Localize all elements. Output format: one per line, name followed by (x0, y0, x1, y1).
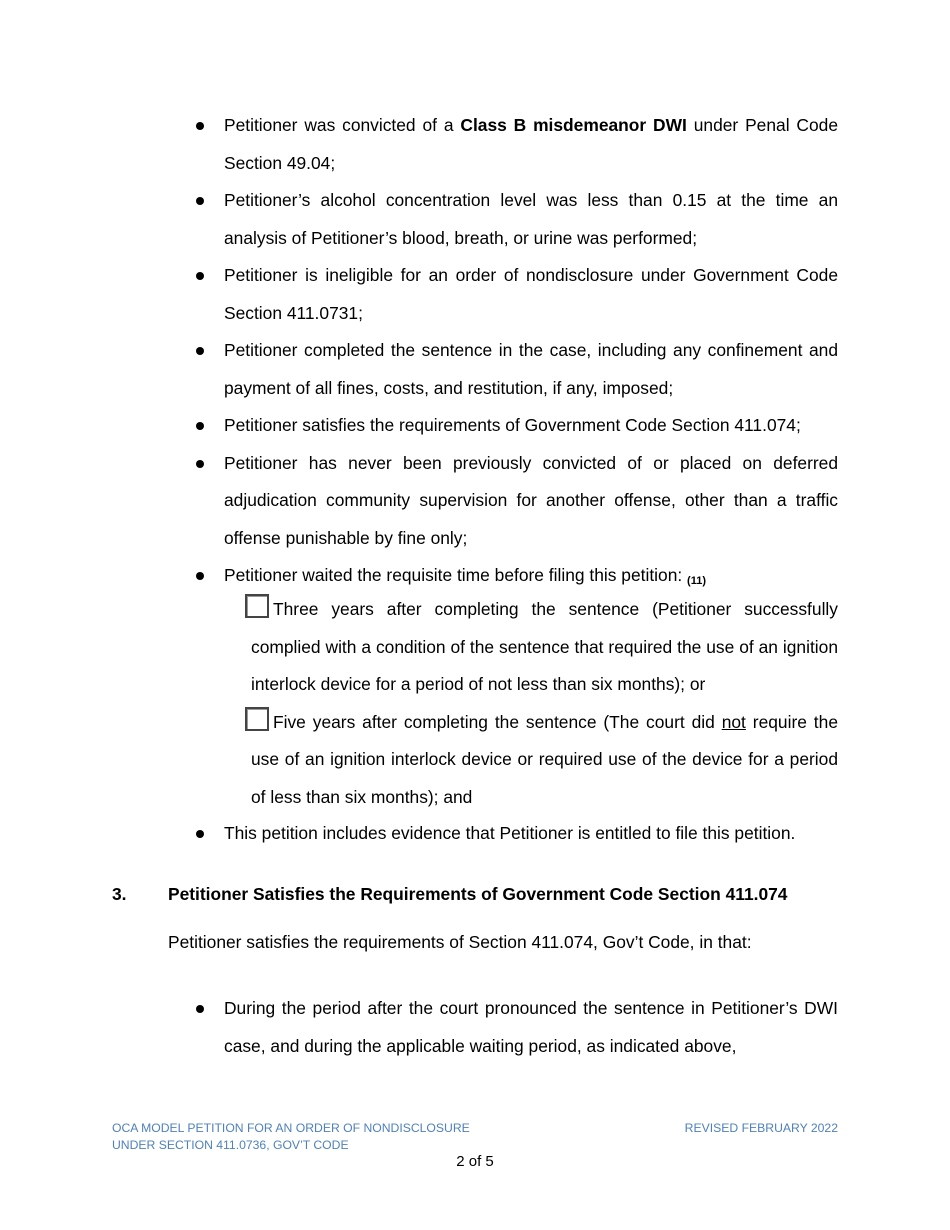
bullet-text: Petitioner was convicted of a (224, 115, 461, 135)
bullet-text: Petitioner’s alcohol concentration level was less than 0.15 at the time an analysis of Petitioner’s blood, breath, or urine was performed; (224, 190, 838, 248)
list-item (195, 107, 838, 182)
section-title: Petitioner Satisfies the Requirements of Government Code Section 411.074 (168, 884, 788, 904)
bullet-icon (196, 460, 204, 468)
option-underlined-text: not (721, 711, 746, 732)
section-list (195, 990, 838, 1065)
list-item (195, 815, 838, 853)
footer-form-title (112, 1120, 470, 1154)
evidence-list (195, 815, 838, 853)
bullet-icon (196, 830, 204, 838)
footnote-marker: (11) (687, 575, 707, 587)
footer-line: OCA MODEL PETITION FOR AN ORDER OF NONDISCLOSURE (112, 1121, 470, 1135)
bullet-bold-text: Class B misdemeanor DWI (460, 115, 687, 135)
option-text: require the use of an ignition interlock device or required use of the device for a period of less than six months); and (251, 711, 838, 807)
section-number: 3. (112, 884, 127, 904)
option-five-years (195, 704, 838, 817)
option-three-years (195, 591, 838, 704)
page-number: 2 of 5 (456, 1153, 494, 1170)
list-item (195, 257, 838, 332)
waiting-period-options (195, 591, 838, 816)
list-item (195, 990, 838, 1065)
bullet-icon (196, 1005, 204, 1013)
bullet-text: Petitioner satisfies the requirements of Government Code Section 411.074; (224, 415, 801, 435)
list-item (195, 182, 838, 257)
bullet-text: under Penal Code Section 49.04; (224, 115, 838, 173)
list-item (195, 332, 838, 407)
bullet-icon (196, 347, 204, 355)
footer-line: UNDER SECTION 411.0736, GOV’T CODE (112, 1138, 349, 1152)
option-text: Three years after completing the sentence (Petitioner successfully complied with a condition of the sentence that required the use of an ignition interlock device for a period of not less than six months); or (251, 599, 838, 694)
bullet-text: Petitioner completed the sentence in the case, including any confinement and payment of all fines, costs, and restitution, if any, imposed; (224, 340, 838, 398)
bullet-icon (196, 122, 204, 130)
three-years-checkbox[interactable] (245, 594, 269, 618)
five-years-checkbox[interactable] (245, 707, 269, 731)
bullet-text: During the period after the court pronounced the sentence in Petitioner’s DWI case, and during the applicable waiting period, as indicated above, (224, 998, 838, 1056)
bullet-text: Petitioner has never been previously convicted of or placed on deferred adjudication community supervision for another offense, other than a traffic offense punishable by fine only; (224, 452, 838, 548)
list-item (195, 407, 838, 445)
bullet-icon (196, 422, 204, 430)
bullet-text: Petitioner waited the requisite time before filing this petition: (224, 565, 683, 585)
option-text: Five years after completing the sentence (The court did (273, 711, 722, 732)
bullet-text: Petitioner is ineligible for an order of nondisclosure under Government Code Section 411.0731; (224, 265, 838, 323)
section-intro: Petitioner satisfies the requirements of Section 411.074, Gov’t Code, in that: (168, 932, 752, 952)
footer-revision: REVISED FEBRUARY 2022 (684, 1121, 838, 1135)
list-item (195, 445, 838, 558)
requirements-list (195, 107, 838, 601)
bullet-icon (196, 197, 204, 205)
bullet-text: This petition includes evidence that Petitioner is entitled to file this petition. (224, 823, 796, 843)
bullet-icon (196, 572, 204, 580)
bullet-icon (196, 272, 204, 280)
